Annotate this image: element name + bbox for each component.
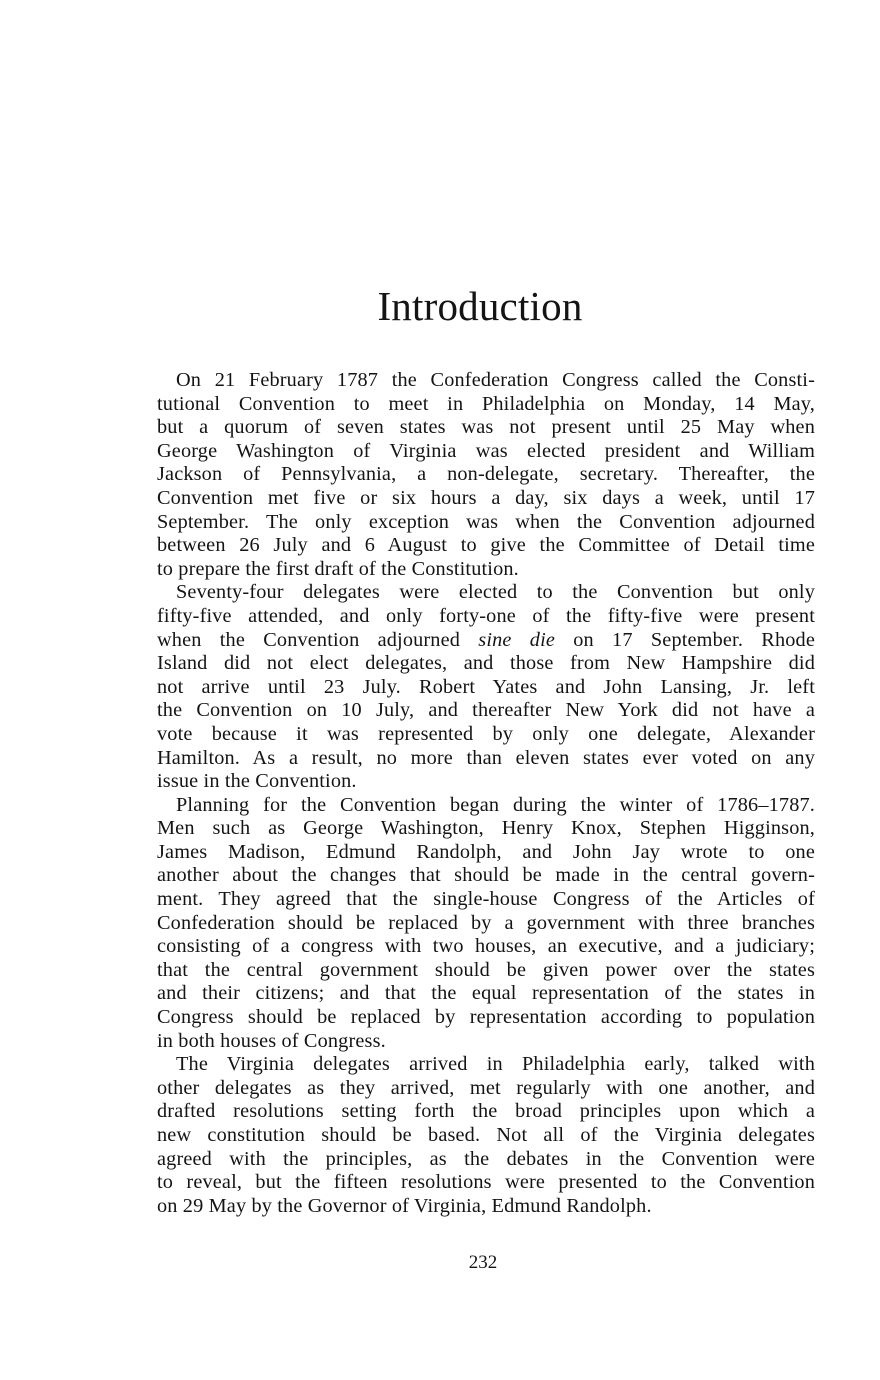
text-line: fifty-five attended, and only forty-one of the fifty-five were present — [157, 604, 815, 627]
text-line: on 29 May by the Governor of Virginia, Edmund Randolph. — [157, 1194, 652, 1217]
text-line: another about the changes that should be made in the central govern- — [157, 864, 815, 887]
text-line: consisting of a congress with two houses, an executive, and a judiciary; — [157, 935, 815, 958]
text-line: Hamilton. As a result, no more than eleven states ever voted on any — [157, 746, 815, 769]
text-line: to prepare the first draft of the Constitution. — [157, 557, 519, 580]
paragraph-3 — [157, 794, 815, 1054]
paragraph-2 — [157, 581, 815, 793]
page-title: Introduction — [377, 283, 583, 329]
text-line: to reveal, but the fifteen resolutions were presented to the Convention — [157, 1171, 815, 1194]
italic-phrase: sine die — [478, 628, 556, 651]
text-line: agreed with the principles, as the debates in the Convention were — [157, 1147, 815, 1170]
text-line: ment. They agreed that the single-house Congress of the Articles of — [157, 888, 815, 911]
text-line: the Convention on 10 July, and thereafter New York did not have a — [157, 699, 815, 722]
text-line: and their citizens; and that the equal representation of the states in — [157, 982, 815, 1005]
text-line: not arrive until 23 July. Robert Yates and John Lansing, Jr. left — [157, 675, 815, 698]
text-line italic-line: when the Convention adjourned sine die on 17 September. Rhode — [157, 628, 815, 651]
text-line: issue in the Convention. — [157, 770, 357, 793]
text-line: Confederation should be replaced by a government with three branches — [157, 911, 815, 934]
text-line: in both houses of Congress. — [157, 1029, 386, 1052]
body-text — [157, 369, 815, 1218]
text-line: Congress should be replaced by representation according to population — [157, 1006, 815, 1029]
paragraph-4 — [157, 1053, 815, 1218]
text-line: Convention met five or six hours a day, six days a week, until 17 — [157, 486, 815, 509]
text-line: drafted resolutions setting forth the broad principles upon which a — [157, 1100, 815, 1123]
paragraph-1 — [157, 369, 815, 581]
text-line: On 21 February 1787 the Confederation Congress called the Consti- — [176, 369, 815, 391]
text-line: September. The only exception was when the Convention adjourned — [157, 510, 815, 533]
text-line: Seventy-four delegates were elected to the Convention but only — [176, 581, 815, 604]
text-line: Men such as George Washington, Henry Knox, Stephen Higginson, — [157, 817, 815, 840]
text-line: The Virginia delegates arrived in Philadelphia early, talked with — [176, 1053, 815, 1076]
text-line: vote because it was represented by only one delegate, Alexander — [157, 722, 815, 745]
text-line: but a quorum of seven states was not present until 25 May when — [157, 416, 815, 439]
page-number: 232 — [468, 1252, 498, 1273]
text-line: between 26 July and 6 August to give the Committee of Detail time — [157, 534, 815, 557]
text-line: George Washington of Virginia was elected president and William — [157, 439, 815, 462]
text-line: other delegates as they arrived, met regularly with one another, and — [157, 1076, 815, 1099]
text-line: Island did not elect delegates, and those from New Hampshire did — [157, 652, 815, 675]
text-line: that the central government should be given power over the states — [157, 958, 815, 981]
text-line: James Madison, Edmund Randolph, and John Jay wrote to one — [157, 840, 815, 863]
text-line: tutional Convention to meet in Philadelphia on Monday, 14 May, — [157, 392, 815, 415]
text-line: Planning for the Convention began during the winter of 1786–1787. — [176, 793, 815, 816]
text-line: Jackson of Pennsylvania, a non-delegate, secretary. Thereafter, the — [157, 463, 815, 486]
text-line: new constitution should be based. Not all of the Virginia delegates — [157, 1124, 815, 1146]
